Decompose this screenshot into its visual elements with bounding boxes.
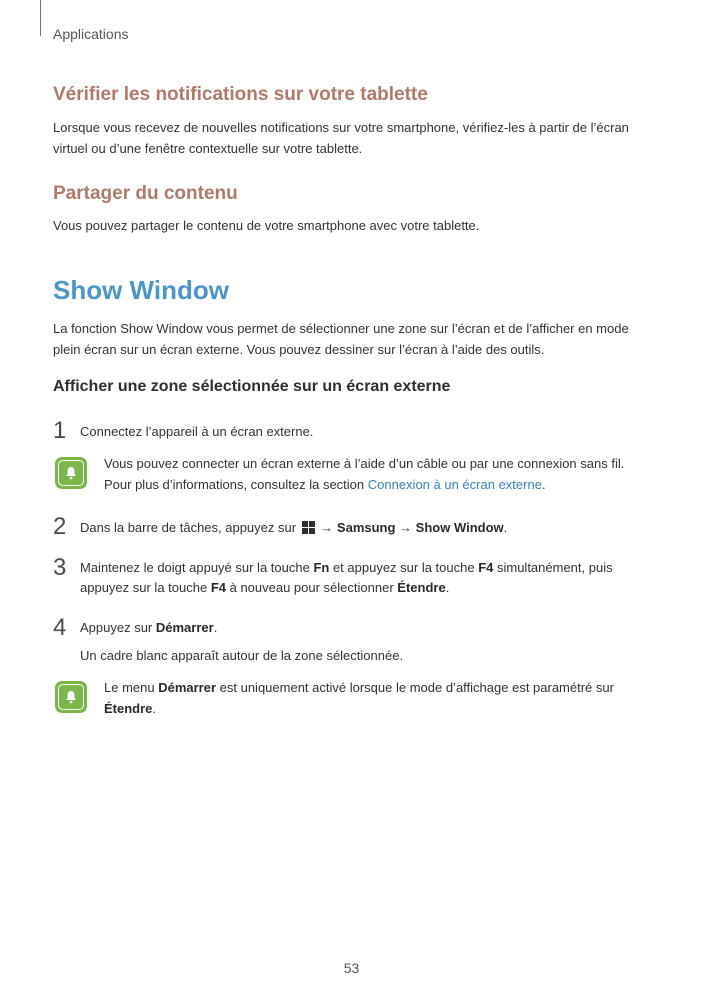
section-header: Applications [53,26,129,42]
step-result-4: Un cadre blanc apparaît autour de la zone sélectionnée. [80,648,404,663]
note-external-screen: Vous pouvez connecter un écran externe à l’aide d’un câble ou par une connexion sans fil. Pour plus d’informations, consultez la section Connexion à un écran externe. [104,456,625,492]
heading-share-content: Partager du contenu [53,183,238,204]
step-text-3: Maintenez le doigt appuyé sur la touche Fn et appuyez sur la touche F4 simultanément, puis appuyez sur la touche F4 à nouveau pour sélectionner Étendre. [80,560,613,595]
windows-start-icon [302,521,315,534]
step-number-3: 3 [53,554,67,581]
step-number-1: 1 [53,417,67,444]
step-text-4: Appuyez sur Démarrer. [80,620,218,635]
paragraph-show-window: La fonction Show Window vous permet de sélectionner une zone sur l’écran et de l’afficher en mode plein écran sur un écran externe. Vous pouvez dessiner sur l’écran à l’aide des outils. [53,321,629,357]
step-number-2: 2 [53,513,67,540]
note-start-menu: Le menu Démarrer est uniquement activé lorsque le mode d’affichage est paramétré sur Étendre. [104,680,614,716]
note-icon-box [55,681,87,713]
paragraph-share-content: Vous pouvez partager le contenu de votre smartphone avec votre tablette. [53,218,480,233]
heading-verify-notifications: Vérifier les notifications sur votre tablette [53,84,428,105]
heading-show-window: Show Window [53,275,229,305]
step-text-1: Connectez l’appareil à un écran externe. [80,424,314,439]
notification-bell-icon [63,465,79,481]
step-text-2: Dans la barre de tâches, appuyez sur → Samsung → Show Window. [80,520,508,535]
note-icon-box [55,457,87,489]
paragraph-verify-notifications: Lorsque vous recevez de nouvelles notifications sur votre smartphone, vérifiez-les à partir de l’écran virtuel ou d’une fenêtre contextuelle sur votre tablette. [53,120,629,156]
subheading-display-zone: Afficher une zone sélectionnée sur un écran externe [53,378,451,395]
link-connect-external-screen[interactable]: Connexion à un écran externe [367,477,542,492]
step-number-4: 4 [53,614,67,641]
notification-bell-icon [63,689,79,705]
corner-mark [40,0,41,36]
page-number: 53 [343,960,360,976]
